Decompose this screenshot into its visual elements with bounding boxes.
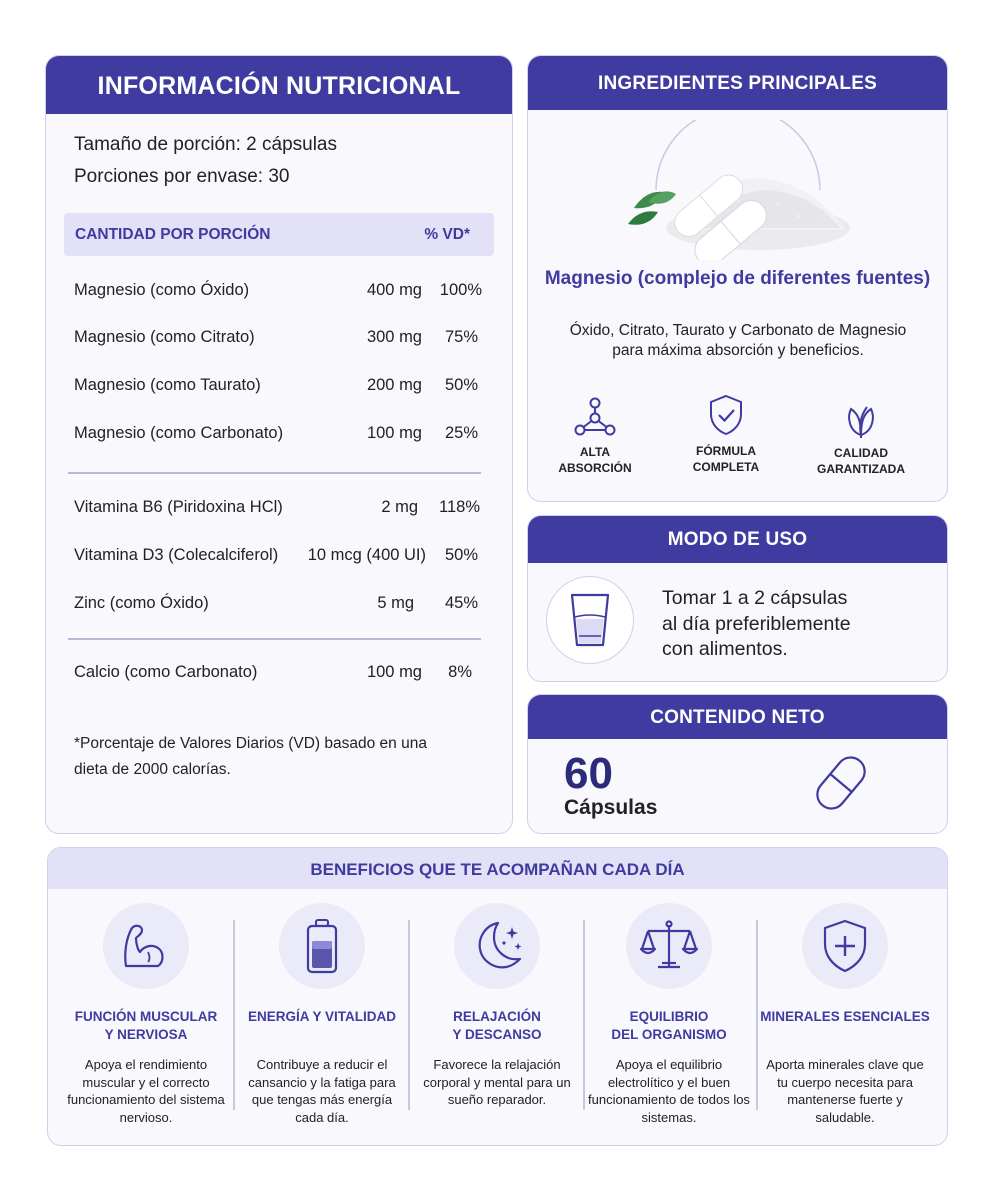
benefit-relaxation [412,903,582,1109]
nutrient-name: Vitamina D3 (Colecalciferol) [74,546,279,564]
nutrient-amount: 200 mg [366,376,422,394]
column-divider [233,920,235,1110]
capsule-count: 60 [564,749,613,798]
ingredients-title: INGREDIENTES PRINCIPALES [528,56,947,110]
daily-value-header: % VD* [424,226,470,243]
nutrient-amount: 10 mcg (400 UI) [307,546,426,564]
benefit-description: Contribuye a reducir el cansancio y la fatiga para que tengas más energía cada día. [248,1057,396,1125]
moon-stars-icon [468,917,526,975]
benefits-card [47,847,948,1146]
benefit-icon-circle [626,903,712,989]
shield-plus-icon [819,917,871,975]
balance-scale-icon [638,917,700,975]
benefit-title: RELAJACIÓN [453,1009,541,1024]
benefit-muscle-nerve [61,903,231,1126]
battery-icon [302,917,342,975]
nutrient-name: Magnesio (como Taurato) [74,376,261,394]
product-title: Magnesio (complejo de diferentes fuentes) [544,268,931,289]
benefit-description: Apoya el equilibrio electrolítico y el buen funcionamiento de todos los sistemas. [588,1057,750,1125]
ingredients-card [527,55,948,502]
table-row [74,328,494,350]
usage-card [527,515,948,682]
nutrient-amount: 100 mg [366,424,422,442]
nutrient-dv: 118% [439,498,480,516]
nutrient-name: Vitamina B6 (Piridoxina HCl) [74,498,283,516]
usage-line: con alimentos. [662,638,788,660]
nutrient-amount: 300 mg [366,328,422,346]
feature-label: CALIDAD [834,446,888,460]
glass-icon-circle [546,576,634,664]
benefit-title: FUNCIÓN MUSCULAR [74,1009,218,1024]
product-description: Óxido, Citrato, Taurato y Carbonato de Magnesio para máxima absorción y beneficios. [569,322,907,359]
nutrient-name: Magnesio (como Carbonato) [74,424,284,442]
nutrition-facts-card [45,55,513,834]
benefit-icon-circle [454,903,540,989]
nutrient-name: Magnesio (como Citrato) [74,328,255,346]
amount-per-serving-header: CANTIDAD POR PORCIÓN [75,226,271,243]
table-row [74,594,494,616]
nutrient-name: Zinc (como Óxido) [74,594,209,612]
table-row [74,498,494,520]
benefit-description: Favorece la relajación corporal y mental para un sueño reparador. [423,1057,571,1107]
table-divider [68,638,481,640]
feature-label: COMPLETA [692,460,760,474]
benefit-description: Apoya el rendimiento muscular y el correcto funcionamiento del sistema nervioso. [67,1057,225,1125]
nutrient-amount: 400 mg [366,281,422,299]
nutrient-amount: 2 mg [381,498,418,516]
net-content-card [527,694,948,834]
usage-instructions [662,586,851,663]
benefit-description: Aporta minerales clave que tu cuerpo necesita para mantenerse fuerte y saludable. [766,1057,924,1125]
nutrient-amount: 5 mg [377,594,414,612]
nutrient-dv: 50% [444,546,478,564]
column-divider [408,920,410,1110]
capsules-powder-illustration [618,120,858,260]
benefit-icon-circle [279,903,365,989]
capsule-icon [808,748,874,818]
nutrient-dv: 50% [444,376,478,394]
net-content-title: CONTENIDO NETO [528,695,947,739]
feature-complete-formula [671,393,781,475]
column-divider [756,920,758,1110]
nutrient-name: Magnesio (como Óxido) [74,281,250,299]
molecule-icon [572,396,618,438]
table-row [74,663,494,685]
table-row [74,281,494,303]
table-row [74,424,494,446]
leaf-icon [841,401,881,439]
benefit-balance [584,903,754,1126]
benefit-title: Y DESCANSO [452,1027,542,1042]
table-divider [68,472,481,474]
feature-label: ABSORCIÓN [558,461,632,475]
daily-value-footnote: *Porcentaje de Valores Diarios (VD) basado en una dieta de 2000 calorías. [74,735,427,778]
benefit-title: DEL ORGANISMO [611,1027,727,1042]
benefit-title: EQUILIBRIO [629,1009,709,1024]
feature-high-absorption [540,396,650,476]
benefit-title: ENERGÍA Y VITALIDAD [247,1009,397,1024]
glass-of-water-icon [568,591,612,649]
feature-label: GARANTIZADA [817,462,905,476]
table-row [74,376,494,398]
serving-size: Tamaño de porción: 2 cápsulas [74,134,337,155]
nutrient-dv: 45% [444,594,478,612]
benefit-energy [237,903,407,1126]
benefit-title: Y NERVIOSA [104,1027,188,1042]
benefit-title: MINERALES ESENCIALES [760,1009,930,1024]
nutrient-dv: 75% [444,328,478,346]
feature-guaranteed-quality [806,401,916,477]
nutrition-title: INFORMACIÓN NUTRICIONAL [46,56,512,114]
benefit-icon-circle [802,903,888,989]
flexed-arm-icon [118,918,174,974]
servings-per-container: Porciones por envase: 30 [74,166,290,187]
usage-line: Tomar 1 a 2 cápsulas [662,587,848,609]
nutrient-amount: 100 mg [366,663,422,681]
shield-check-icon [706,393,746,437]
benefits-title: BENEFICIOS QUE TE ACOMPAÑAN CADA DÍA [48,848,947,889]
nutrient-dv: 25% [444,424,478,442]
usage-title: MODO DE USO [528,516,947,563]
benefit-icon-circle [103,903,189,989]
capsule-unit: Cápsulas [564,796,658,819]
table-row [74,546,494,568]
nutrient-name: Calcio (como Carbonato) [74,663,258,681]
feature-label: ALTA [579,445,611,459]
nutrient-dv: 100% [439,281,482,299]
benefit-minerals [760,903,930,1126]
usage-line: al día preferiblemente [662,612,851,635]
nutrient-dv: 8% [448,663,472,681]
feature-label: FÓRMULA [696,444,756,458]
table-header [64,213,494,256]
